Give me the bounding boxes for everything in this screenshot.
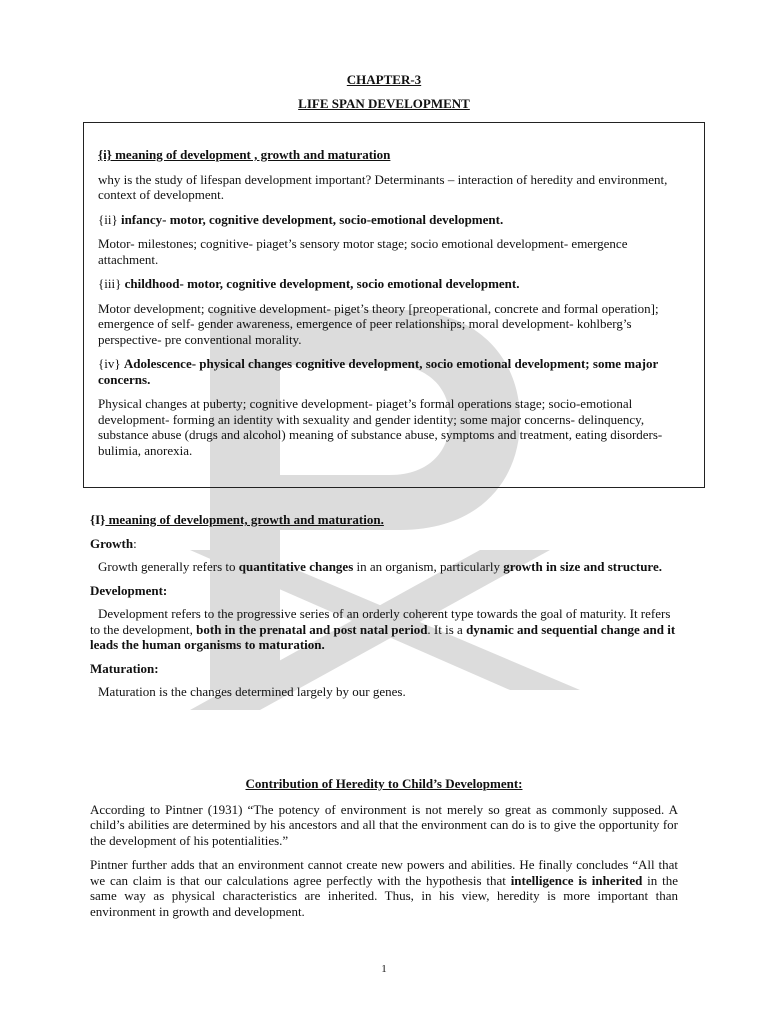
section-heading: {I} meaning of development, growth and maturation. (90, 512, 384, 527)
syllabus-box (83, 122, 705, 488)
syllabus-item-iii-heading: {iii} childhood- motor, cognitive development, socio emotional development. (98, 276, 520, 291)
syllabus-item-ii-text: Motor- milestones; cognitive- piaget’s sensory motor stage; socio emotional development- emergence attachment. (98, 236, 628, 267)
section-contribution-of-heredity (90, 776, 678, 928)
page-title: LIFE SPAN DEVELOPMENT (298, 96, 470, 111)
syllabus-item-iii-text: Motor development; cognitive development- piget’s theory [preoperational, concrete and formal operation]; emergence of self- gender awareness, emergence of peer relationships; moral development- kohlberg’s perspective- pre conventional morality. (98, 300, 659, 347)
contribution-paragraph-1: According to Pintner (1931) “The potency of environment is not merely so great as commonly supposed. A child’s abilities are determined by his ancestors and all that the environment can do is to give the opportunity for the development of his potentialities.” (90, 801, 678, 848)
development-text: Development refers to the progressive series of an orderly coherent type towards the goal of maturity. It refers to the development, both in the prenatal and post natal period. It is a dynamic and sequential change and it leads the human organisms to maturation. (90, 606, 676, 652)
syllabus-item-i-heading: {i} meaning of development , growth and maturation (98, 147, 391, 162)
contribution-heading: Contribution of Heredity to Child’s Development: (245, 776, 523, 791)
chapter-heading: CHAPTER-3 (346, 72, 422, 87)
contribution-paragraph-2: Pintner further adds that an environment cannot create new powers and abilities. He finally concludes “All that we can claim is that our calculations agree perfectly with the hypothesis that intelligence is inherited in the same way as physical characteristics are inherited. Thus, in his view, heredity is more important than environment in growth and development. (90, 857, 678, 919)
syllabus-item-ii-heading: {ii} infancy- motor, cognitive development, socio-emotional development. (98, 211, 504, 227)
maturation-label: Maturation: (90, 660, 159, 676)
growth-text: Growth generally refers to quantitative changes in an organism, particularly growth in size and structure. (98, 559, 662, 574)
syllabus-item-i-text: why is the study of lifespan development important? Determinants – interaction of heredity and environment, context of development. (98, 171, 668, 202)
section-meaning-of-development (90, 512, 678, 708)
syllabus-item-iv-text: Physical changes at puberty; cognitive development- piaget’s formal operations stage; socio-emotional development- forming an identity with sexuality and gender identity; some major concerns- delinquency, substance abuse (drugs and alcohol) meaning of substance abuse, symptoms and treatment, eating disorders- bulimia, anorexia. (98, 396, 663, 458)
syllabus-item-iv-heading: {iv} Adolescence- physical changes cognitive development, socio emotional development; some major concerns. (98, 356, 658, 387)
maturation-text: Maturation is the changes determined largely by our genes. (98, 684, 406, 699)
growth-label: Growth: (90, 535, 137, 551)
development-label: Development: (90, 582, 168, 598)
page-number: 1 (381, 963, 387, 975)
